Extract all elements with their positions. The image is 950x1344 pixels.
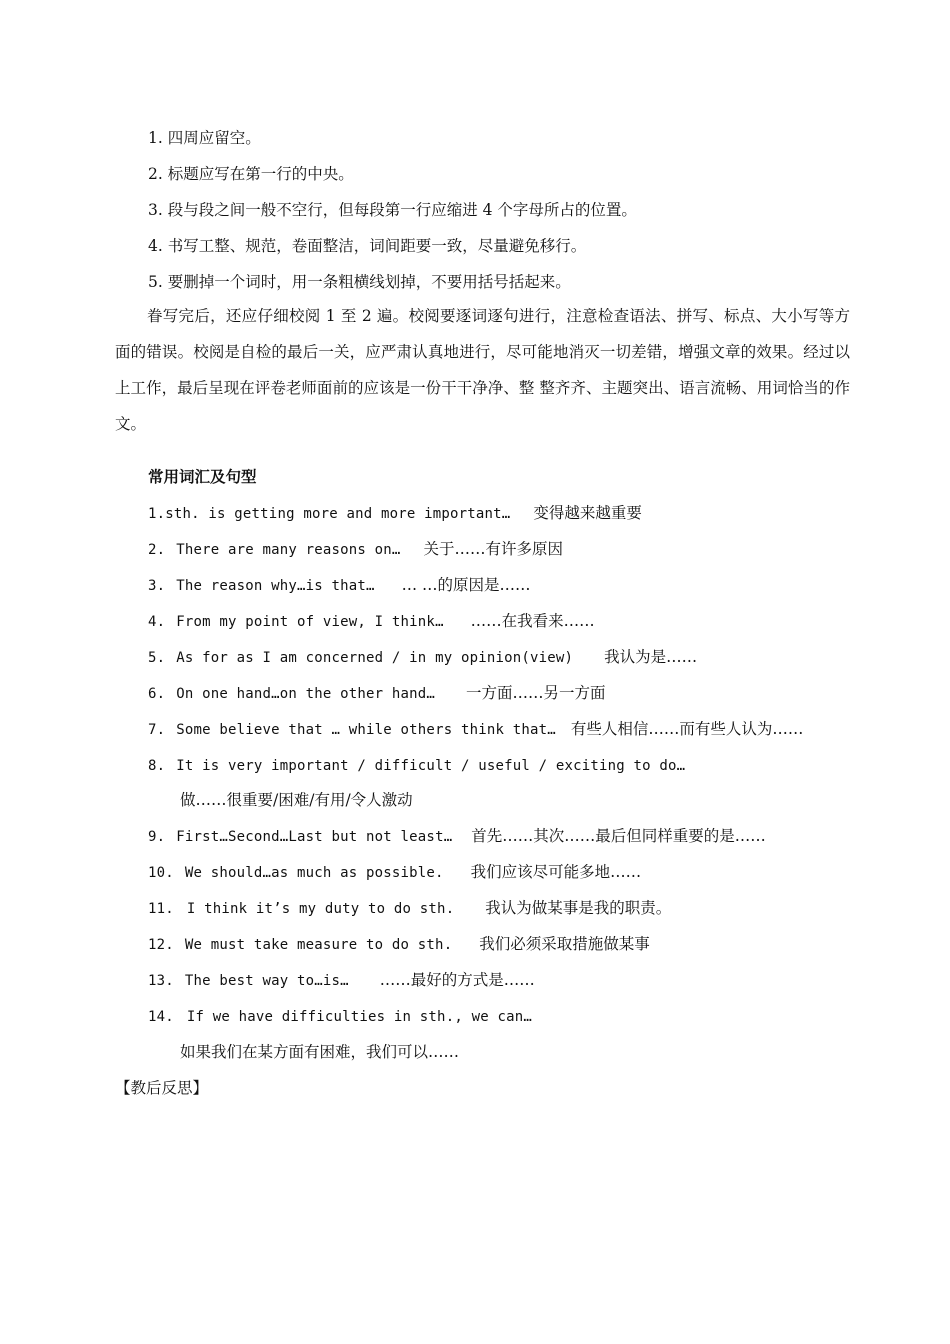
phrase-item-12 [148, 934, 650, 955]
phrase-num: 12. [148, 937, 174, 953]
phrase-en: Some believe that … while others think that… [176, 722, 556, 738]
rule-item-4: 4. 书写工整、规范，卷面整洁，词间距要一致，尽量避免移行。 [148, 237, 587, 255]
phrase-num: 7. [148, 722, 166, 738]
phrase-num: 4. [148, 614, 166, 630]
section-title: 常用词汇及句型 [148, 468, 257, 486]
reflection-title: 【教后反思】 [115, 1079, 209, 1097]
phrase-cn: ……最好的方式是…… [379, 971, 535, 989]
phrase-cn: 一方面……另一方面 [466, 684, 606, 702]
rule-item-1: 1. 四周应留空。 [148, 129, 261, 147]
phrase-en: There are many reasons on… [176, 542, 401, 558]
phrase-item-1 [148, 503, 642, 524]
phrase-item-7 [148, 719, 803, 740]
phrase-cn: ……在我看来…… [470, 612, 595, 630]
phrase-item-3 [148, 575, 531, 596]
phrase-cn: 我认为是…… [604, 648, 698, 666]
phrase-en: I think it’s my duty to do sth. [186, 901, 455, 917]
proofreading-paragraph: 眷写完后，还应仔细校阅 1 至 2 遍。校阅要逐词逐句进行，注意检查语法、拼写、标点、大小写等方面的错误。校阅是自检的最后一关，应严肃认真地进行，尽可能地消灭一切差错，增强文章的效果。经过以上工作，最后呈现在评卷老师面前的应该是一份干干净净、整 整齐齐、主题突出、语言流畅、用词恰当的作文。 [115, 307, 850, 433]
phrase-item-4 [148, 611, 595, 632]
rule-item-2: 2. 标题应写在第一行的中央。 [148, 165, 354, 183]
phrase-num: 2. [148, 542, 166, 558]
phrase-en: 1. [148, 506, 166, 522]
phrase-num: 5. [148, 650, 166, 666]
phrase-item-13 [148, 970, 535, 991]
phrase-cn: 做……很重要/困难/有用/令人激动 [180, 791, 413, 809]
phrase-num: 10. [148, 865, 174, 881]
rule-item-5: 5. 要删掉一个词时，用一条粗横线划掉，不要用括号括起来。 [148, 273, 571, 291]
phrase-item-5 [148, 647, 697, 668]
phrase-item-11 [148, 898, 671, 919]
phrase-en: The best way to…is… [184, 973, 349, 989]
rule-item-3: 3. 段与段之间一般不空行，但每段第一行应缩进 4 个字母所占的位置。 [148, 201, 637, 219]
phrase-item-6 [148, 683, 606, 704]
phrase-cn: 变得越来越重要 [533, 504, 642, 522]
phrase-en: As for as I am concerned / in my opinion(view) [176, 650, 574, 666]
phrase-num: 14. [148, 1009, 174, 1025]
phrase-item-2 [148, 539, 563, 560]
phrase-cn: 首先……其次……最后但同样重要的是…… [471, 827, 766, 845]
phrase-en: The reason why…is that… [176, 578, 375, 594]
phrase-en: From my point of view, I think… [176, 614, 444, 630]
phrase-cn: 有些人相信……而有些人认为…… [570, 720, 804, 738]
phrase-num: 13. [148, 973, 174, 989]
phrase-item-8 [148, 755, 685, 776]
phrase-cn: 我们应该尽可能多地…… [470, 863, 642, 881]
phrase-cn: 我认为做某事是我的职责。 [485, 899, 672, 917]
phrase-cn: 关于……有许多原因 [423, 540, 564, 558]
phrase-num: 9. [148, 829, 166, 845]
phrase-cn: 如果我们在某方面有困难，我们可以…… [180, 1043, 460, 1061]
phrase-num: 3. [148, 578, 166, 594]
phrase-en: We must take measure to do sth. [184, 937, 453, 953]
phrase-en: It is very important / difficult / useful / exciting to do… [176, 758, 686, 774]
phrase-item-10 [148, 862, 641, 883]
phrase-en: sth. is getting more and more important… [165, 506, 511, 522]
phrase-num: 6. [148, 686, 166, 702]
phrase-en: If we have difficulties in sth., we can… [186, 1009, 532, 1025]
phrase-cn: 我们必须采取措施做某事 [479, 935, 650, 953]
phrase-en: First…Second…Last but not least… [176, 829, 453, 845]
phrase-item-9 [148, 826, 766, 847]
phrase-en: We should…as much as possible. [184, 865, 444, 881]
phrase-item-14 [148, 1006, 532, 1027]
phrase-en: On one hand…on the other hand… [176, 686, 436, 702]
phrase-num: 8. [148, 758, 166, 774]
phrase-cn: … …的原因是…… [401, 576, 531, 594]
phrase-num: 11. [148, 901, 174, 917]
